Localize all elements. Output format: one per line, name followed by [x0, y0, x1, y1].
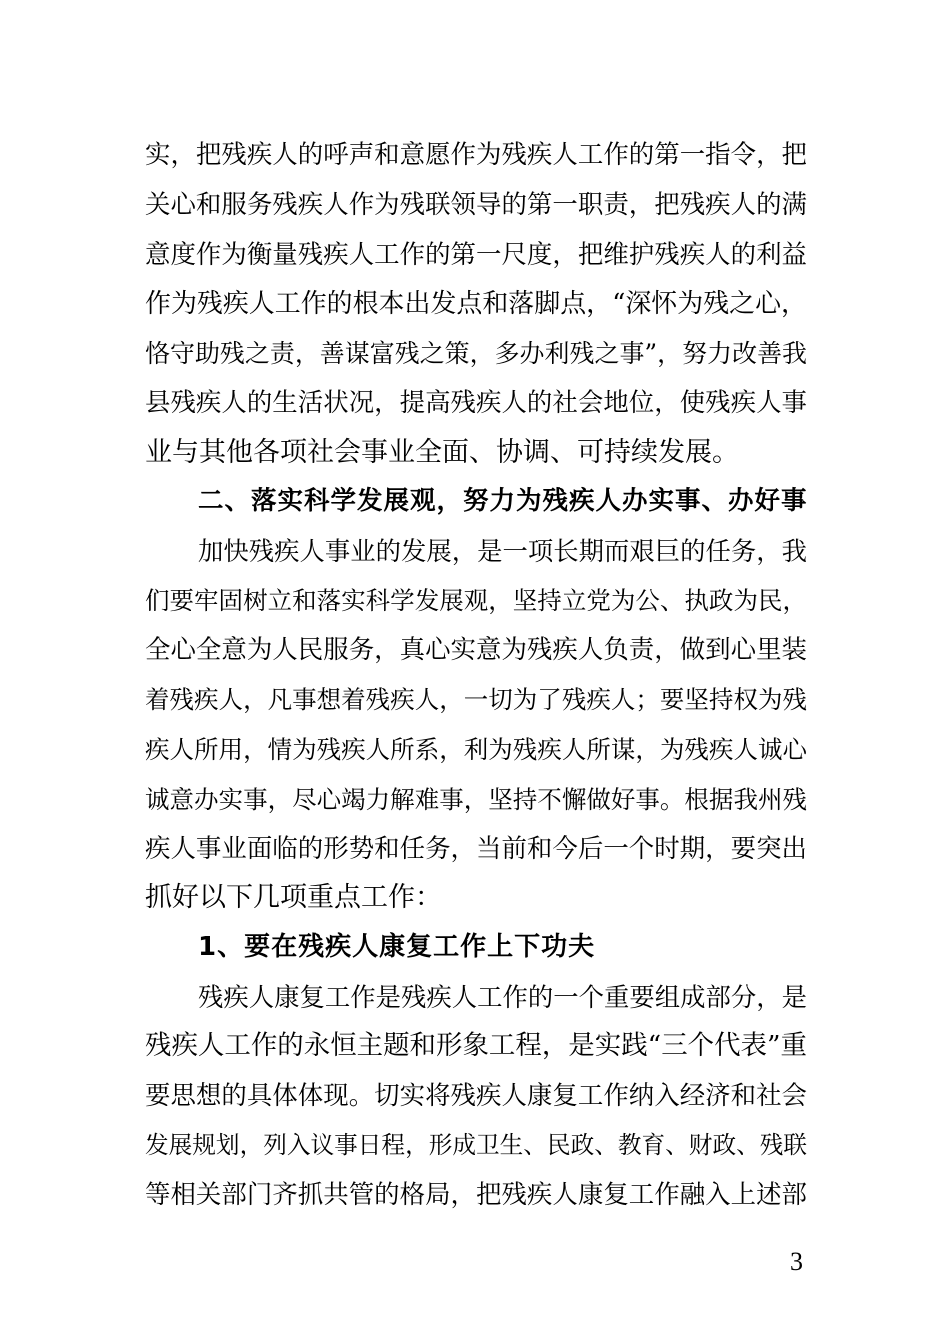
- paragraph-2-line-6: 诚意办实事，尽心竭力解难事，坚持不懈做好事。根据我州残: [145, 785, 807, 814]
- paragraph-1-line-5: 恪守助残之责，善谋富残之策，多办利残之事”，努力改善我: [145, 339, 807, 368]
- subsection-heading-1: 1、要在残疾人康复工作上下功夫: [198, 932, 596, 962]
- paragraph-2-line-2: 们要牢固树立和落实科学发展观，坚持立党为公、执政为民，: [145, 586, 807, 615]
- paragraph-1-line-3: 意度作为衡量残疾人工作的第一尺度，把维护残疾人的利益: [145, 240, 807, 270]
- paragraph-3-line-4: 发展规划，列入议事日程，形成卫生、民政、教育、财政、残联: [145, 1131, 807, 1159]
- paragraph-3-line-1: 残疾人康复工作是残疾人工作的一个重要组成部分，是: [198, 982, 807, 1012]
- paragraph-3-line-5: 等相关部门齐抓共管的格局，把残疾人康复工作融入上述部: [145, 1180, 807, 1210]
- paragraph-1-line-2: 关心和服务残疾人作为残联领导的第一职责，把残疾人的满: [145, 190, 807, 220]
- paragraph-1-line-6: 县残疾人的生活状况，提高残疾人的社会地位，使残疾人事: [145, 388, 807, 418]
- paragraph-3-line-2: 残疾人工作的永恒主题和形象工程，是实践“三个代表”重: [145, 1030, 807, 1061]
- paragraph-1-line-7: 业与其他各项社会事业全面、协调、可持续发展。: [145, 437, 739, 468]
- paragraph-3-line-3: 要思想的具体体现。切实将残疾人康复工作纳入经济和社会: [145, 1081, 807, 1111]
- page-number: 3: [790, 1247, 803, 1276]
- paragraph-2-line-1: 加快残疾人事业的发展，是一项长期而艰巨的任务，我: [198, 536, 807, 566]
- paragraph-1-line-4: 作为残疾人工作的根本出发点和落脚点，“深怀为残之心，: [145, 289, 807, 319]
- paragraph-2-line-5: 疾人所用，情为残疾人所系，利为残疾人所谋，为残疾人诚心: [145, 735, 807, 764]
- paragraph-1-line-1: 实，把残疾人的呼声和意愿作为残疾人工作的第一指令，把: [145, 140, 807, 170]
- paragraph-2-line-3: 全心全意为人民服务，真心实意为残疾人负责，做到心里装: [145, 635, 807, 665]
- paragraph-2-line-7: 疾人事业面临的形势和任务，当前和今后一个时期，要突出: [145, 834, 807, 864]
- paragraph-2-line-8: 抓好以下几项重点工作：: [145, 882, 442, 913]
- paragraph-2-line-4: 着残疾人，凡事想着残疾人，一切为了残疾人；要坚持权为残: [145, 685, 807, 714]
- section-heading-2: 二、落实科学发展观，努力为残疾人办实事、办好事: [198, 486, 808, 516]
